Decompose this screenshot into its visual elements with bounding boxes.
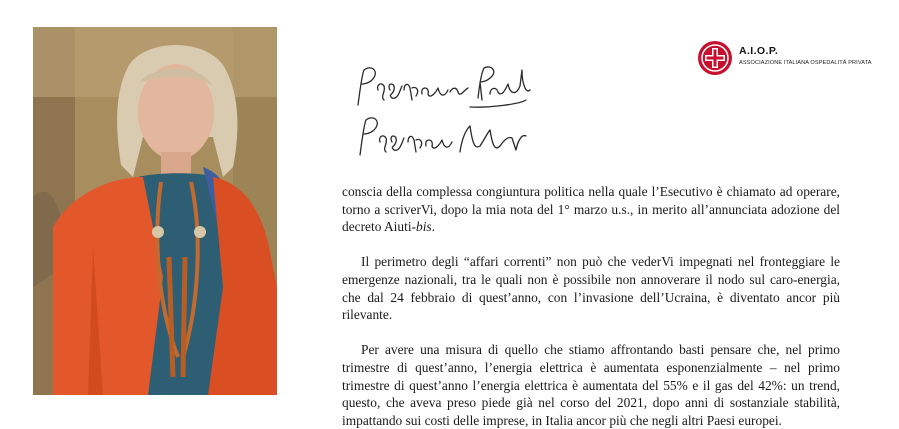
portrait-photo — [33, 27, 277, 395]
letter-paragraph-3: Per avere una misura di quello che stiamo affrontando basti pensare che, nel primo trimestre di quest’anno, l’energia elettrica è aumentata esponenzialmente – nel primo trimestre di quest’anno l’energia elettrica è aumentata del 55% e il gas del 42%: un trend, questo, che aveva preso piede già nel corso del 2021, dopo anni di sostanziale stabilità, impattando sui costi delle imprese, in Italia ancor più che negli altri Paesi europei. — [342, 342, 840, 428]
letter-body — [342, 183, 840, 429]
paragraph-1-italic: bis — [416, 219, 432, 235]
logo-subtitle: ASSOCIAZIONE ITALIANA OSPEDALITÀ PRIVATA — [739, 60, 872, 66]
handwritten-salutation — [350, 60, 540, 170]
portrait-illustration — [33, 27, 277, 395]
letter-paragraph-2: Il perimetro degli “affari correnti” non può che vederVi impegnati nel fronteggiare le emergenze nazionali, tra le quali non è possibile non annoverare il nodo sul caro-energia, che dal 24 febbraio di quest’anno, con l’invasione dell’Ucraina, è diventato ancor più rilevante. — [342, 254, 840, 323]
paragraph-1-end: . — [431, 219, 435, 235]
paragraph-1-text: conscia della complessa congiuntura politica nella quale l’Esecutivo è chiamato ad operare, torno a scriverVi, dopo la mia nota del 1° marzo u.s., in merito all’annunciata adozione del decreto Aiuti- — [342, 184, 840, 235]
aiop-emblem-icon — [697, 40, 733, 76]
aiop-logo — [697, 40, 887, 78]
salutation-handwriting — [350, 60, 540, 170]
logo-title: A.I.O.P. — [739, 45, 779, 57]
letter-paragraph-1 — [342, 183, 840, 236]
